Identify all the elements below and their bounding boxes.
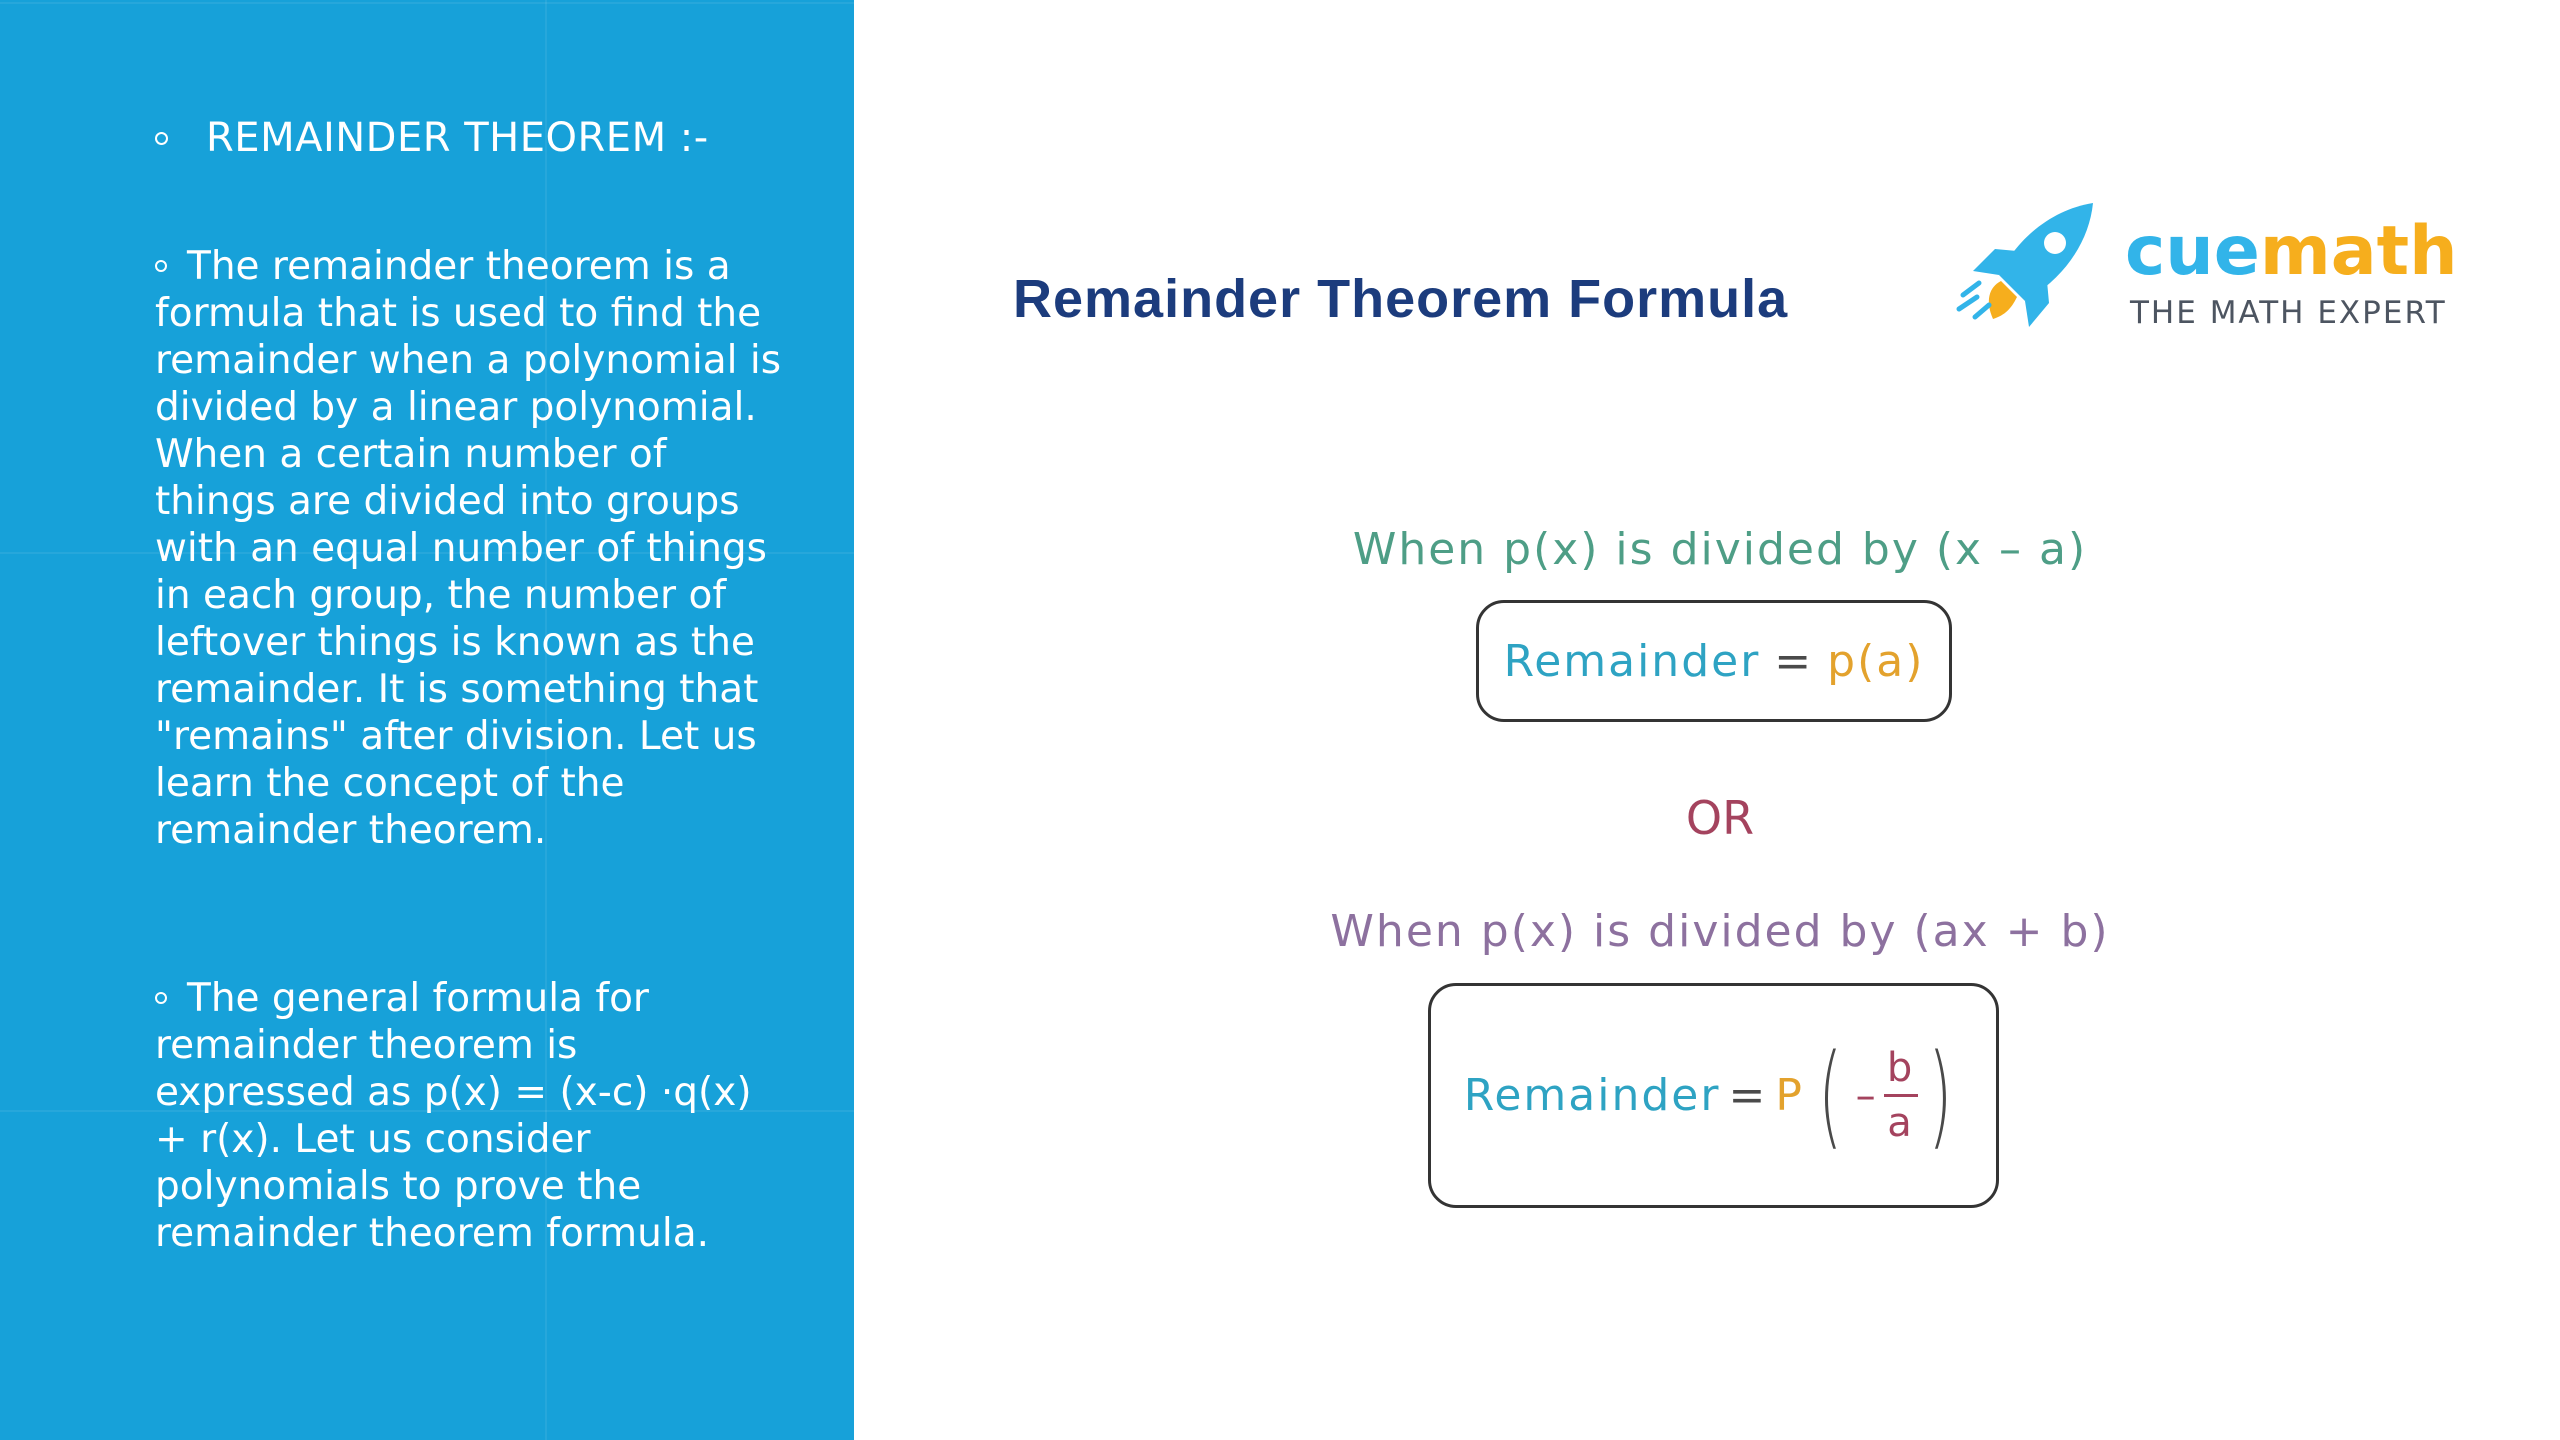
slide-guide-line bbox=[0, 2, 854, 4]
paragraph-definition bbox=[155, 243, 785, 854]
brand-cue: cue bbox=[2125, 212, 2260, 291]
formula-2-label: Remainder bbox=[1463, 1070, 1721, 1121]
left-text-panel bbox=[0, 0, 854, 1440]
paragraph-general-formula bbox=[155, 975, 785, 1257]
formula-2-denominator: a bbox=[1887, 1100, 1914, 1146]
formula-1-value: p(a) bbox=[1827, 635, 1925, 687]
condition-general-caption: When p(x) is divided by (ax + b) bbox=[1330, 906, 2110, 957]
brand-math: math bbox=[2259, 212, 2458, 291]
section-heading bbox=[155, 115, 709, 161]
formula-box-2 bbox=[1428, 983, 1999, 1208]
brand-tagline: THE MATH EXPERT bbox=[2130, 295, 2447, 331]
formula-2-open-paren: ( bbox=[1818, 1030, 1844, 1161]
section-heading-text: REMAINDER THEOREM :- bbox=[206, 115, 709, 161]
condition-linear-caption: When p(x) is divided by (x – a) bbox=[1352, 524, 2088, 575]
paragraph-general-formula-text: The general formula for remainder theorem is expressed as p(x) = (x-c) ·q(x) + r(x). Let us consider polynomials to prove the remainder theorem formula. bbox=[155, 976, 752, 1256]
formula-1-label: Remainder bbox=[1503, 635, 1761, 687]
formula-2-equals: = bbox=[1728, 1070, 1768, 1121]
brand-wordmark bbox=[2125, 212, 2458, 292]
cuemath-logo bbox=[1955, 197, 2458, 342]
formula-box-1 bbox=[1476, 600, 1952, 722]
or-separator: OR bbox=[1685, 791, 1755, 845]
formula-2-argument bbox=[1808, 1030, 1963, 1161]
bullet-icon bbox=[155, 992, 167, 1004]
formula-2-close-paren: ) bbox=[1927, 1030, 1953, 1161]
bullet-icon bbox=[155, 260, 167, 272]
paragraph-definition-text: The remainder theorem is a formula that is used to find the remainder when a polynomial is divided by a linear polynomial. When a certain number of things are divided into groups with an equal number of things in each group, the number of leftover things is known as the remainder. It is something that "remains" after division. Let us learn the concept of the remainder theorem. bbox=[155, 244, 782, 853]
formula-2-function: P bbox=[1775, 1070, 1804, 1121]
rocket-icon bbox=[1955, 197, 2100, 342]
formula-2-minus: – bbox=[1855, 1072, 1878, 1119]
image-title: Remainder Theorem Formula bbox=[1013, 269, 1789, 329]
formula-2-fraction bbox=[1884, 1042, 1918, 1149]
formula-1-equals: = bbox=[1774, 635, 1814, 687]
formula-2-numerator: b bbox=[1886, 1045, 1915, 1091]
bullet-icon bbox=[155, 132, 168, 145]
